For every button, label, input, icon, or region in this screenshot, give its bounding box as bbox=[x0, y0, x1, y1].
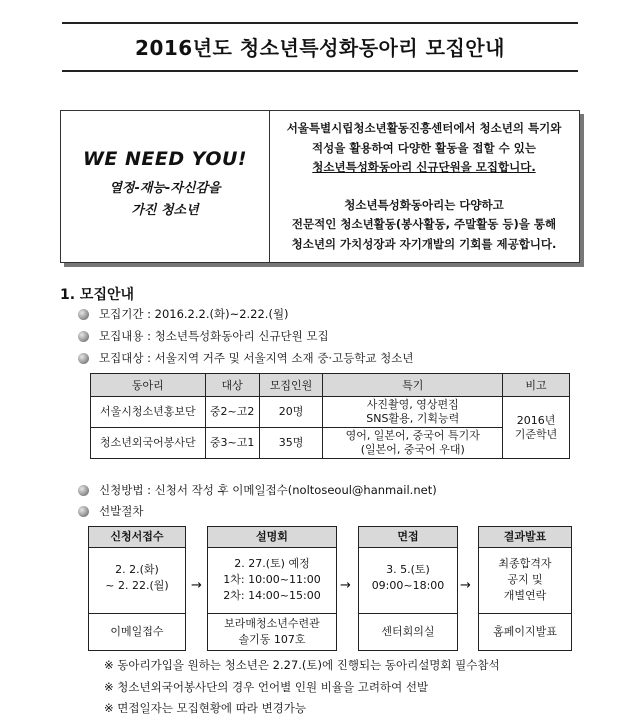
flow-footer-line: 보라매청소년수련관 bbox=[224, 617, 320, 630]
table-cell-note bbox=[503, 397, 570, 459]
flow-step-footer bbox=[359, 614, 457, 650]
intro-description bbox=[270, 119, 578, 254]
table-header: 비고 bbox=[503, 374, 570, 397]
table-header: 대상 bbox=[205, 374, 259, 397]
table-cell-skill bbox=[323, 397, 503, 428]
section-title: 1. 모집안내 bbox=[60, 287, 135, 303]
bullet-selection-text: 선발절차 bbox=[99, 504, 144, 518]
intro-para2-line3: 청소년의 가치성장과 자기개발의 기회를 제공합니다. bbox=[291, 236, 557, 251]
table-header: 특기 bbox=[323, 374, 503, 397]
title-top-rule bbox=[62, 22, 578, 24]
flow-step-body bbox=[479, 548, 571, 614]
flow-step-header: 신청서접수 bbox=[89, 527, 185, 548]
skill-line: (일본어, 중국어 우대) bbox=[360, 443, 465, 456]
bullet-period bbox=[78, 306, 289, 322]
intro-para1-line3: 청소년특성화동아리 신규단원을 모집합니다. bbox=[312, 160, 536, 174]
flow-arrow-icon: → bbox=[340, 578, 351, 593]
flow-body-line: 최종합격자 bbox=[498, 557, 552, 570]
table-row bbox=[91, 397, 570, 428]
flow-body-line: 2. 2.(화) bbox=[115, 563, 159, 576]
flow-footer-line: 홈페이지발표 bbox=[493, 625, 557, 638]
slogan-sub bbox=[61, 178, 269, 222]
table-cell-club: 서울시청소년홍보단 bbox=[91, 397, 206, 428]
slogan-sub-line1: 열정-재능-자신감을 bbox=[109, 181, 221, 196]
flow-step-header: 설명회 bbox=[208, 527, 336, 548]
flow-body-line: 공지 및 bbox=[507, 573, 543, 586]
note-line: 기준학년 bbox=[514, 427, 558, 441]
bullet-target-text: 모집대상 : 서울지역 거주 및 서울지역 소재 중·고등학교 청소년 bbox=[99, 351, 414, 365]
flow-footer-line: 센터회의실 bbox=[381, 625, 435, 638]
flow-body-line: 2차: 14:00~15:00 bbox=[223, 589, 321, 602]
note-line: 2016년 bbox=[516, 413, 556, 427]
bullet-icon bbox=[78, 353, 89, 364]
skill-line: 사진촬영, 영상편집 bbox=[366, 398, 459, 411]
bullet-content bbox=[78, 328, 329, 344]
flow-step-header: 면접 bbox=[359, 527, 457, 548]
flow-footer-line: 솔기동 107호 bbox=[238, 633, 306, 646]
bullet-icon bbox=[78, 309, 89, 320]
table-cell-skill bbox=[323, 428, 503, 459]
bullet-content-text: 모집내용 : 청소년특성화동아리 신규단원 모집 bbox=[99, 329, 329, 343]
skill-line: SNS활용, 기획능력 bbox=[366, 412, 460, 425]
bullet-icon bbox=[78, 506, 89, 517]
bullet-apply bbox=[78, 482, 437, 498]
table-cell-target: 중2~고2 bbox=[205, 397, 259, 428]
flow-arrow-icon: → bbox=[460, 578, 471, 593]
bullet-icon bbox=[78, 331, 89, 342]
title-bottom-rule bbox=[62, 70, 578, 72]
club-table bbox=[90, 373, 570, 459]
flow-step-body bbox=[359, 548, 457, 614]
note-line: ※ 면접일자는 모집현황에 따라 변경가능 bbox=[104, 701, 306, 715]
table-header: 동아리 bbox=[91, 374, 206, 397]
page-title: 2016년도 청소년특성화동아리 모집안내 bbox=[135, 36, 505, 60]
flow-body-line: ~ 2. 22.(월) bbox=[105, 579, 169, 592]
slogan-sub-line2: 가진 청소년 bbox=[131, 203, 199, 218]
flow-arrow-icon: → bbox=[191, 578, 202, 593]
table-cell-count: 35명 bbox=[259, 428, 323, 459]
flow-footer-line: 이메일접수 bbox=[110, 625, 164, 638]
slogan: WE NEED YOU! bbox=[82, 148, 248, 170]
flow-body-line: 09:00~18:00 bbox=[371, 579, 445, 592]
intro-para1-line1: 서울특별시립청소년활동진흥센터에서 청소년의 특기와 bbox=[286, 121, 562, 135]
flow-body-line: 2. 27.(토) 예정 bbox=[234, 557, 310, 570]
flow-body-line: 1차: 10:00~11:00 bbox=[223, 573, 321, 586]
bullet-period-text: 모집기간 : 2016.2.2.(화)~2.22.(월) bbox=[99, 307, 289, 321]
intro-para1-line2: 적성을 활용하여 다양한 활동을 접할 수 있는 bbox=[312, 140, 536, 155]
table-cell-target: 중3~고1 bbox=[205, 428, 259, 459]
flow-step-interview bbox=[358, 526, 458, 651]
flow-step-footer bbox=[479, 614, 571, 650]
table-header-row bbox=[91, 374, 570, 397]
flow-step-footer bbox=[208, 614, 336, 650]
note-line: ※ 청소년외국어봉사단의 경우 언어별 인원 비율을 고려하여 선발 bbox=[104, 680, 429, 694]
intro-slogan-panel bbox=[61, 111, 270, 262]
note-line: ※ 동아리가입을 원하는 청소년은 2.27.(토)에 진행되는 동아리설명회 필수참석 bbox=[104, 658, 500, 672]
flow-body-line: 개별연락 bbox=[503, 589, 547, 602]
intro-box bbox=[60, 110, 580, 263]
table-row bbox=[91, 428, 570, 459]
intro-para2-line1: 청소년특성화동아리는 다양하고 bbox=[344, 197, 504, 212]
flow-step-body bbox=[208, 548, 336, 614]
table-cell-club: 청소년외국어봉사단 bbox=[91, 428, 206, 459]
flow-step-footer bbox=[89, 614, 185, 650]
flow-step-header: 결과발표 bbox=[479, 527, 571, 548]
bullet-apply-text: 신청방법 : 신청서 작성 후 이메일접수(noltoseoul@hanmail.net) bbox=[99, 483, 437, 497]
table-header: 모집인원 bbox=[259, 374, 323, 397]
bullet-target bbox=[78, 350, 414, 366]
skill-line: 영어, 일본어, 중국어 특기자 bbox=[345, 429, 480, 442]
bullet-selection bbox=[78, 503, 143, 519]
flow-step-apply bbox=[88, 526, 186, 651]
flow-step-briefing bbox=[207, 526, 337, 651]
table-cell-count: 20명 bbox=[259, 397, 323, 428]
flow-step-result bbox=[478, 526, 572, 651]
intro-para2-line2: 전문적인 청소년활동(봉사활동, 주말활동 등)을 통해 bbox=[291, 217, 557, 231]
bullet-icon bbox=[78, 485, 89, 496]
flow-step-body bbox=[89, 548, 185, 614]
flow-body-line: 3. 5.(토) bbox=[386, 563, 430, 576]
